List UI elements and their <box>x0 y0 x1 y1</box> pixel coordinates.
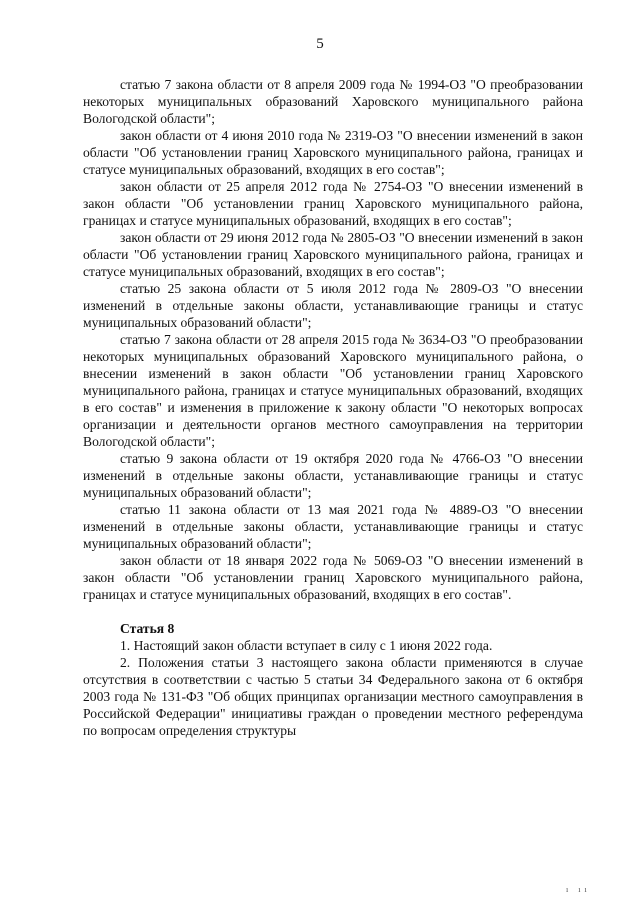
paragraph: закон области от 29 июня 2012 года № 2805-ОЗ "О внесении изменений в закон области "Об установлении границ Харовского муниципального района, границах и статусе муниципальных образований, входящих в его состав"; <box>83 230 583 279</box>
paragraph: закон области от 4 июня 2010 года № 2319-ОЗ "О внесении изменений в закон области "Об установлении границ Харовского муниципального района, границах и статусе муниципальных образований, входящих в его состав"; <box>83 128 583 177</box>
paragraph: 1. Настоящий закон области вступает в силу с 1 июня 2022 года. <box>120 638 493 653</box>
paragraph: закон области от 25 апреля 2012 года № 2754-ОЗ "О внесении изменений в закон области "Об установлении границ Харовского муниципального района, границах и статусе муниципальных образований, входящих в его состав"; <box>83 179 583 228</box>
scan-mark: ı ıı <box>566 885 591 894</box>
paragraph: статью 25 закона области от 5 июля 2012 года № 2809-ОЗ "О внесении изменений в отдельные законы области, устанавливающие границы и статус муниципальных образований области"; <box>83 281 583 330</box>
paragraph: закон области от 18 января 2022 года № 5069-ОЗ "О внесении изменений в закон области "Об установлении границ Харовского муниципального района, границах и статусе муниципальных образований, входящих в его состав". <box>83 553 583 602</box>
paragraph: статью 11 закона области от 13 мая 2021 года № 4889-ОЗ "О внесении изменений в отдельные законы области, устанавливающие границы и статус муниципальных образований области"; <box>83 502 583 551</box>
paragraph: статью 7 закона области от 8 апреля 2009 года № 1994-ОЗ "О преобразовании некоторых муниципальных образований Харовского муниципального района Вологодской области"; <box>83 77 583 126</box>
article-heading: Статья 8 <box>120 621 175 636</box>
document-body <box>83 76 583 739</box>
paragraph: статью 7 закона области от 28 апреля 2015 года № 3634-ОЗ "О преобразовании некоторых муниципальных образований Харовского муниципального района, о внесении изменений в закон области "Об установлении границ Харовского муниципального района, границах и статусе муниципальных образований, входящих в его состав" и изменения в приложение к закону области "О некоторых вопросах организации и деятельности органов местного самоуправления на территории Вологодской области"; <box>83 332 583 449</box>
section-spacer <box>83 603 583 620</box>
paragraph: 2. Положения статьи 3 настоящего закона области применяются в случае отсутствия в соответствии с частью 5 статьи 34 Федерального закона от 6 октября 2003 года № 131-ФЗ "Об общих принципах организации местного самоуправления в Российской Федерации" инициативы граждан о проведении местного референдума по вопросам определения структуры <box>83 655 583 738</box>
paragraph: статью 9 закона области от 19 октября 2020 года № 4766-ОЗ "О внесении изменений в отдельные законы области, устанавливающие границы и статус муниципальных образований области"; <box>83 451 583 500</box>
page-number: 5 <box>316 36 324 52</box>
